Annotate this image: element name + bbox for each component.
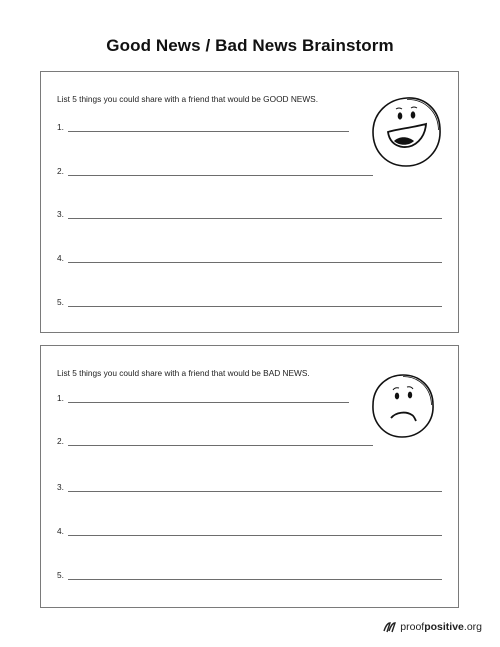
line-number: 4. (57, 253, 64, 263)
answer-rule (68, 175, 373, 176)
page-title: Good News / Bad News Brainstorm (106, 36, 394, 55)
line-number: 1. (57, 393, 64, 403)
line-number: 4. (57, 526, 64, 536)
answer-rule (68, 262, 442, 263)
brand-prefix: proof (400, 621, 425, 633)
line-number: 2. (57, 166, 64, 176)
proofpositive-mark-icon (383, 621, 397, 633)
answer-rule (68, 131, 349, 132)
brand-suffix: .org (463, 621, 482, 633)
good-news-prompt: List 5 things you could share with a friend that would be GOOD NEWS. (57, 94, 319, 104)
bad-news-prompt: List 5 things you could share with a friend that would be BAD NEWS. (57, 368, 310, 378)
line-number: 1. (57, 122, 64, 132)
line-number: 5. (57, 570, 64, 580)
bad-news-panel (40, 345, 459, 608)
answer-rule (68, 535, 442, 536)
happy-face-icon (367, 92, 447, 172)
proofpositive-logo (383, 620, 482, 634)
line-number: 2. (57, 436, 64, 446)
line-number: 3. (57, 482, 64, 492)
good-news-panel (40, 71, 459, 333)
answer-rule (68, 218, 442, 219)
answer-rule (68, 306, 442, 307)
line-number: 3. (57, 209, 64, 219)
sad-face-icon (367, 370, 439, 442)
brand-bold: positive (424, 621, 464, 633)
answer-rule (68, 579, 442, 580)
line-number: 5. (57, 297, 64, 307)
answer-rule (68, 445, 373, 446)
answer-rule (68, 402, 349, 403)
answer-rule (68, 491, 442, 492)
